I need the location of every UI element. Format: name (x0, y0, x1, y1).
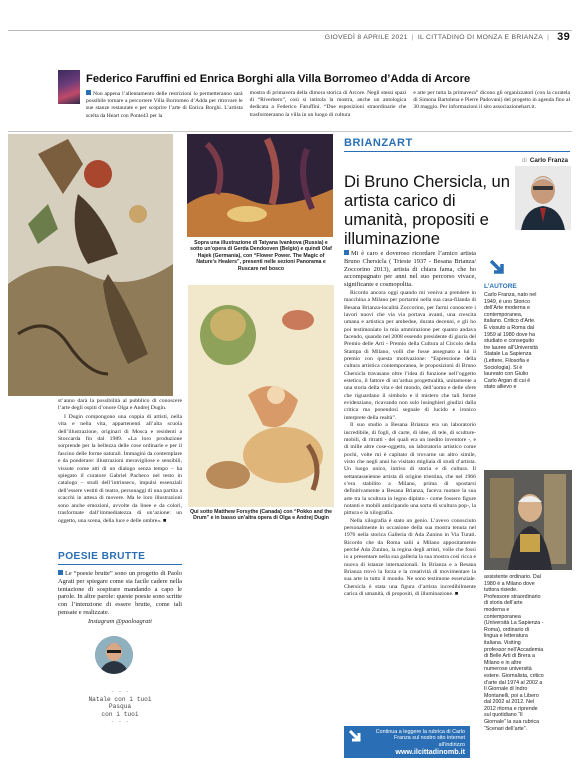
bullet-square (344, 250, 349, 255)
bullet-square (86, 90, 91, 95)
chersicla-portrait (484, 470, 572, 570)
illustration-forsythe (188, 285, 334, 507)
section-rule (344, 151, 570, 152)
poet-avatar (95, 636, 133, 674)
arrow-down-right-icon (348, 729, 364, 745)
left-paragraph: I Dugin compongono una coppia di artisti, nella vita e nella vita, appartenenti all’alta scuola dell’illustrazione, originari di Mosca e residenti a Stoccarda fin dal 1989. «La loro produzione sorprende per la bellezza delle cose ordinarie e per il fascino delle forme naturali. Immagini da contemplare e da ponderare: illustrazioni meravigliose e sensibili, vissute come atti di un dialogo senza tempo – ha spiegato il curatore Gabriel Pacheco nel testo in catalogo – studi dell’intrinseco, impulsi essenziali dell’essere vestiti di teatro, personaggi di una partita a scacchi in attesa di movere. Ma le loro illustrazioni sono anche emozioni, avvolte da linee e da colori, trasformate dall’immediatezza di un’azione: un oggetto, una scena, della luce e delle ombre». ■ (58, 413, 182, 524)
page-header: GIOVEDÌ 8 APRILE 2021 | IL CITTADINO DI MONZA E BRIANZA | 39 (324, 31, 570, 43)
poem-line: Natale con i tuoi (88, 695, 152, 703)
banner-text (86, 90, 570, 120)
section-title: BRIANZART (344, 137, 413, 149)
illustration-dugin (8, 134, 173, 396)
illustration-ivankova (187, 134, 333, 237)
promo-text: Continua a leggere la rubrica di Carlo Franza sul nostro sito internet all’indirizzo (375, 729, 465, 748)
author-bio: Carlo Franza, nato nel 1949, è uno Storico dell’Arte moderna e contemporanea, italiano. Critico d’Arte. È vissuto a Roma dal 1959 al 1980 dove ha studiato e conseguito tre lauree all’Università Statale La Sapienza (Lettere, Filosofia e Sociologia). Si è laureato con Giulio Carlo Argan di cui è stato allievo e (484, 292, 538, 391)
poesie-rule (58, 564, 182, 565)
author-label: L’AUTORE (484, 283, 517, 290)
article-paragraph: Nella xilografia è stato un genio. L’avevo conosciuto personalmente in occasione della sua mostra tenuta nel 1976 nella storica Galleria di Ada Zunino in Via Turati. Ricordo che da Roma salii a Milano appositamente perché Ada Zunino, la regina degli artisti, volle che fossi io a presentare nella sua galleria la sua mostra così ricca e nuova di istanze internazionali. In Brianza e a Besana Brianza trovò la forza e la creatività di movimentare la sua arte in tutto il mondo. Ne sono testimone essenziale. Chersicla è stata una figura d’artista incredibilmente carica di umanità, di propositi, di illuminazione. ■ (344, 517, 476, 598)
header-paper: IL CITTADINO DI MONZA E BRIANZA (417, 33, 544, 41)
byline (522, 157, 568, 164)
banner-col-1: Non appena l’allentamento delle restrizioni lo permetteranno sarà possibile tornare a percorrere Villa Borromeo d’Adda per ritrovare le sue stanze restaurate e per scoprire l’arte di Enrica Borghi. L’artista scelta da Heart con Ponte43 per la (86, 91, 243, 119)
bullet-square (58, 570, 63, 575)
byline-prefix: di (521, 157, 527, 164)
banner-artwork (58, 70, 80, 104)
caption-top: Sopra una illustrazione di Tatyana Ivankova (Russia) e sotto un’opera di Gerda Dendooven (Belgio) e quindi Olaf Hajek (Germania), con “Flower Power. The Magic of Nature’s Healers”, presenti nelle sezioni Panorama e Ruscare nel bosco (190, 240, 332, 272)
poem-divider: - - - (110, 718, 130, 726)
article-headline: Di Bruno Chersicla, un artista carico di umanità, propositi e illuminazione (344, 172, 511, 248)
banner-col-2: mostra di primavera della dimora storica di Arcore. Negli stessi spazi di “Riverbero”, così si intitola la mostra, anche un antologica dedicata a Federico Faruffini. “Due esposizioni straordinarie che trasformeranno la villa in un luogo di cultura (249, 90, 407, 118)
banner-title: Federico Faruffini ed Enrica Borghi alla Villa Borromeo d’Adda di Arcore (86, 73, 471, 85)
poem-divider: - - - (110, 688, 130, 695)
article-lead: Mi è caro e doveroso ricordare l’amico artista Bruno Chersicla ( Trieste 1937 - Besana Brianza/ Zoccorino 2013), artista di chiara fama, che ho accompagnato per anni nel suo percorso vivace, significante e cosmopolita. (344, 250, 476, 289)
left-paragraph: st’anno darà la possibilità al pubblico di conoscere l’arte degli ospiti d’onore Olga e Andrej Dugin. (58, 398, 182, 412)
poesie-instagram: Instagram @paoloagrati (88, 618, 152, 625)
author-photo (515, 166, 571, 230)
poem (58, 688, 182, 726)
banner-col-3: e arte per tutta la primavera” dicono gli organizzatori (con la curatela di Simona Bartolena e Pierre Padovani) del progetto in agenda fino al 30 maggio. Per informazioni il sito associazionehart.it. (413, 90, 571, 111)
section-rule (8, 131, 572, 132)
page-number: 39 (557, 31, 570, 43)
left-column-text (58, 398, 182, 526)
header-date: GIOVEDÌ 8 APRILE 2021 (324, 33, 408, 41)
poem-line: Pasqua (108, 703, 132, 711)
promo-link[interactable]: www.ilcittadinomb.it (395, 747, 465, 756)
byline-author: Carlo Franza (529, 157, 568, 164)
author-bio-continued: assistente ordinario. Dal 1980 è a Milano dove tuttora risiede. Professore straordinario di storia dell’arte moderna e contemporanea (Università La Sapienza -Roma), ordinario di lingua e letteratura italiana. Visiting professor nell’Accademia di Belle Arti di Brera a Milano e in altre numerose università estere. Giornalista, critico d’arte dal 1974 al 2002 a Il Giornale di Indro Montanelli, poi a Libero dal 2002 al 2012. Nel 2012 ritorna e riprende sul quotidiano “Il Giornale” la sua rubrica “Scenari dell’arte”. (484, 574, 544, 732)
poesie-intro: Le “poesie brutte” sono un progetto di Paolo Agrati per spiegare come sia facile cadere nella tentazione di sospirare mandando a capo le parole. In altre parole: queste poesie sono scritte con l’intenzione di essere brutte, come tali pensate e realizzate. (58, 570, 182, 616)
poesie-title: POESIE BRUTTE (58, 551, 146, 562)
article-paragraph: Il suo studio a Besana Brianza era un laboratorio incredibile, di fogli, di carte, di idee, di tele, di sculture-mobili, di ritratti - dei quali era un inedito inventore -, e di mille altre cose-oggetto, un laboratorio artistico come pochi, volte mi è capitato di trovarne un altro simile, visto che negli anni ho visitato migliaia di studi d’artista. Un luogo unico, intriso di storia e di cultura. Il settantasseienne artista di origine triestina, che nel 1966 s’era stabilito a Milano, prima di spostarsi definitivamente a Besana Brianza, faceva ruotare la sua arte tra la scultura in legno dipinto - come fossero figure notanti e mobili anticipando una sorta di scultura pop-, la pittura e la xilografia. (344, 422, 476, 517)
caption-bottom: Qui sotto Matthew Forsythe (Canada) con “Pokko and the Drum” e in basso un’altra opera di Olga e Andrej Dugin (189, 509, 333, 522)
article-body (344, 250, 476, 598)
arrow-down-right-icon (488, 258, 508, 278)
promo-box[interactable] (344, 726, 470, 758)
article-paragraph: Ricordo ancora oggi quando mi veniva a prendere in macchina a Milano per portarmi nella sua casa-filanda di Besana Brianza-località Zoccorino, per farmi conoscere i lavori nuovi che via via portava avanti, una crescita umana e artistica per ambedue, durata decenni, e gli ho poi testimoniato la mia ammirazione per quanto andava facendo, quando nel 2008 essendo presidente di giuria del Premio delle Arti - Premio della Cultura al Circolo della Stampa di Milano, volli che fosse assegnato a lui il premio con questa motivazione: “Espressione della cultura artistica contemporanea, le proposizioni di Bruno Chersicla travasano oltre l’idea di funzione nell’oggetto estetico, il fattore di un’ardua progettualità, unitamente a una storia della vita e del mondo, dell’uomo e delle sfere che riguardano il simbolo e il mistero che tali forme evidenziano, ricavando non solo lusinghieri giudizi dalla critica ma ponendosi segnale di lucido e ironico interprete della realtà”. (344, 289, 476, 421)
poem-line: con i tuoi (101, 710, 139, 718)
